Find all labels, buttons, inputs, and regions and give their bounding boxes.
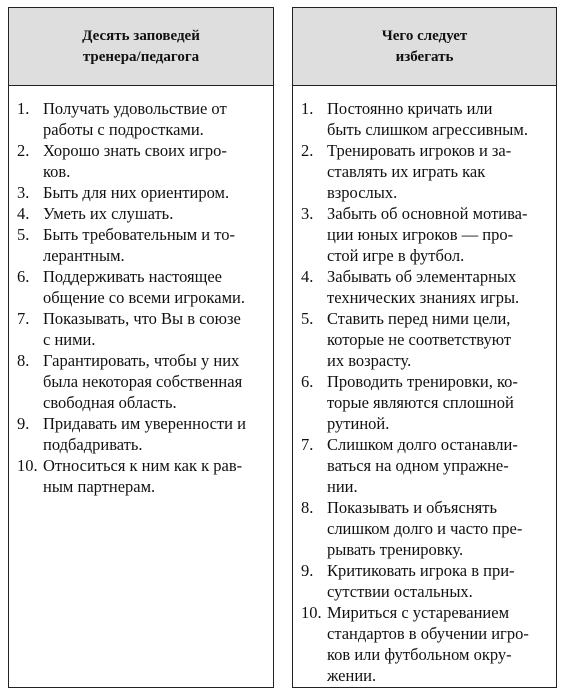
item-text-line: сутствии остальных. [327,582,473,601]
list-item [17,224,267,266]
item-text [43,224,267,266]
list-item [17,140,267,182]
item-text-line: которые не соответствуют [327,330,512,349]
item-text [43,350,267,413]
item-text-line: стой игре в футбол. [327,246,465,265]
item-text-line: с ними. [43,330,96,349]
list-item [301,434,550,497]
item-text-line: ции юных игроков — про- [327,225,514,244]
item-text [327,98,550,140]
item-text-line: Проводить тренировки, ко- [327,372,518,391]
list-item [301,560,550,602]
item-number: 9. [301,561,314,580]
item-text [43,413,267,455]
item-number: 1. [17,99,30,118]
item-number: 6. [17,267,30,286]
item-text [327,602,550,686]
item-text-line: технических знаниях игры. [327,288,520,307]
list-item [17,455,267,497]
list-item [301,98,550,140]
list-item [301,308,550,371]
item-text-line: ставлять их играть как [327,162,486,181]
avoid-column [292,7,557,688]
list-item [17,308,267,350]
item-text-line: работы с подростками. [43,120,204,139]
item-number: 9. [17,414,30,433]
item-text-line: ным партнерам. [43,477,156,496]
item-text-line: ваться на одном упражне- [327,456,509,475]
item-text-line: Критиковать игрока в при- [327,561,515,580]
item-number: 7. [17,309,30,328]
item-text [43,308,267,350]
item-number: 7. [301,435,314,454]
item-text-line: была некоторая собственная [43,372,243,391]
item-text-line: Получать удовольствие от [43,99,227,118]
item-text-line: Поддерживать настоящее [43,267,222,286]
header-line: избегать [395,48,454,65]
item-text-line: нии. [327,477,358,496]
list-item [301,140,550,203]
header-line: тренера/педагога [82,48,200,65]
commandments-list [9,86,273,497]
avoid-list [293,86,556,686]
item-text-line: ков. [43,162,71,181]
item-text-line: общение со всеми игроками. [43,288,246,307]
item-text-line: свободная область. [43,393,177,412]
list-item [17,203,267,224]
item-number: 4. [17,204,30,223]
item-number: 5. [17,225,30,244]
item-number: 2. [17,141,30,160]
item-text [327,140,550,203]
item-text-line: рывать тренировку. [327,540,464,559]
item-number: 6. [301,372,314,391]
list-item [17,413,267,455]
item-text [327,560,550,602]
item-text [43,266,267,308]
item-text-line: Забыть об основной мотива- [327,204,528,223]
item-number: 10. [17,456,38,475]
item-number: 5. [301,309,314,328]
list-item [301,203,550,266]
list-item [301,497,550,560]
item-text-line: Быть требовательным и то- [43,225,235,244]
item-text-line: слишком долго и часто пре- [327,519,523,538]
item-text-line: Придавать им уверенности и [43,414,246,433]
item-text-line: быть слишком агрессивным. [327,120,528,139]
list-item [17,266,267,308]
item-text-line: Относиться к ним как к рав- [43,456,243,475]
column-header [9,8,273,86]
item-number: 10. [301,603,322,622]
item-number: 2. [301,141,314,160]
item-text [327,497,550,560]
item-text-line: ков или футбольном окру- [327,645,512,664]
item-text-line: Постоянно кричать или [327,99,493,118]
header-line: Чего следует [381,27,468,44]
column-header [293,8,556,86]
list-item [17,350,267,413]
item-text [327,434,550,497]
item-number: 8. [17,351,30,370]
list-item [301,602,550,686]
item-text-line: жении. [327,666,377,685]
item-text [43,203,267,224]
item-text [43,140,267,182]
item-text [327,203,550,266]
item-text-line: лерантным. [43,246,125,265]
list-item [17,98,267,140]
item-text [327,308,550,371]
item-text-line: Мириться с устареванием [327,603,510,622]
item-number: 3. [301,204,314,223]
item-text-line: подбадривать. [43,435,143,454]
list-item [17,182,267,203]
item-text-line: Хорошо знать своих игро- [43,141,227,160]
item-text-line: Забывать об элементарных [327,267,517,286]
list-item [301,371,550,434]
item-number: 4. [301,267,314,286]
item-text-line: Быть для них ориентиром. [43,183,230,202]
item-text-line: Показывать и объяснять [327,498,497,517]
item-text-line: торые являются сплошной [327,393,514,412]
item-text [43,455,267,497]
item-number: 1. [301,99,314,118]
item-text-line: Уметь их слушать. [43,204,174,223]
item-text-line: взрослых. [327,183,398,202]
item-text-line: Слишком долго останавли- [327,435,518,454]
item-text-line: стандартов в обучении игро- [327,624,529,643]
item-number: 3. [17,183,30,202]
item-text [327,371,550,434]
item-text [43,98,267,140]
item-number: 8. [301,498,314,517]
commandments-column [8,7,274,688]
item-text-line: их возрасту. [327,351,412,370]
header-line: Десять заповедей [82,27,200,44]
item-text-line: рутиной. [327,414,390,433]
item-text [327,266,550,308]
item-text-line: Ставить перед ними цели, [327,309,511,328]
item-text-line: Показывать, что Вы в союзе [43,309,241,328]
item-text [43,182,267,203]
item-text-line: Тренировать игроков и за- [327,141,512,160]
list-item [301,266,550,308]
item-text-line: Гарантировать, чтобы у них [43,351,240,370]
